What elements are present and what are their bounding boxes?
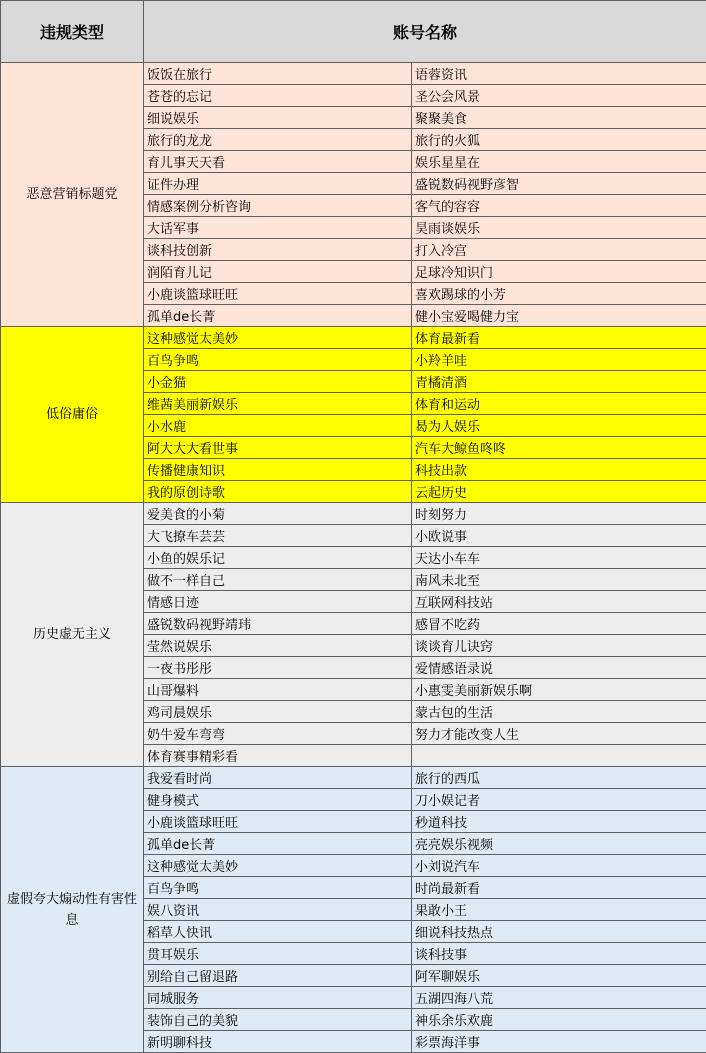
- account-name-cell-left: 同城服务: [144, 987, 412, 1009]
- account-name-cell-right: 小刘说汽车: [412, 855, 706, 877]
- account-name-cell-right: 果敢小王: [412, 899, 706, 921]
- account-name-cell-left: 一夜书彤彤: [144, 657, 412, 679]
- account-name-cell-left: 饭饭在旅行: [144, 63, 412, 85]
- account-name-cell-left: 小鹿谈篮球旺旺: [144, 283, 412, 305]
- account-name-cell-left: 爱美食的小菊: [144, 503, 412, 525]
- table-row: [1, 503, 706, 525]
- account-name-cell-right: 亮亮娱乐视频: [412, 833, 706, 855]
- violation-type-cell: 恶意营销标题党: [1, 63, 144, 327]
- account-name-cell-left: 小金猫: [144, 371, 412, 393]
- account-name-cell-right: 谈科技事: [412, 943, 706, 965]
- account-name-cell-right: 感冒不吃药: [412, 613, 706, 635]
- account-name-cell-right: 旅行的西瓜: [412, 767, 706, 789]
- account-name-cell-right: 小惠雯美丽新娱乐啊: [412, 679, 706, 701]
- account-name-cell-left: 别给自己留退路: [144, 965, 412, 987]
- account-name-cell-right: 科技出款: [412, 459, 706, 481]
- account-name-cell-left: 维茜美丽新娱乐: [144, 393, 412, 415]
- account-name-cell-right: 时刻努力: [412, 503, 706, 525]
- account-name-cell-left: 孤单de长菁: [144, 305, 412, 327]
- account-name-cell-left: 我爱看时尚: [144, 767, 412, 789]
- account-name-cell-right: 昊雨谈娱乐: [412, 217, 706, 239]
- account-name-cell-right: 蒙古包的生活: [412, 701, 706, 723]
- account-name-cell-left: 鸡司晨娱乐: [144, 701, 412, 723]
- table-body: [1, 63, 706, 1053]
- account-name-cell-right: 盛锐数码视野彦智: [412, 173, 706, 195]
- account-name-cell-right: 娱乐星星在: [412, 151, 706, 173]
- account-name-cell-left: 小鱼的娱乐记: [144, 547, 412, 569]
- account-name-cell-right: 细说科技热点: [412, 921, 706, 943]
- account-name-cell-left: 娱八资讯: [144, 899, 412, 921]
- account-name-cell-left: 这种感觉太美妙: [144, 855, 412, 877]
- account-name-cell-right: 客气的容容: [412, 195, 706, 217]
- account-name-cell-left: 传播健康知识: [144, 459, 412, 481]
- header-violation-type: 违规类型: [1, 1, 144, 63]
- account-name-cell-right: 聚聚美食: [412, 107, 706, 129]
- account-name-cell-left: 健身模式: [144, 789, 412, 811]
- account-name-cell-left: 装饰自己的美貌: [144, 1009, 412, 1031]
- account-name-cell-left: 小鹿谈篮球旺旺: [144, 811, 412, 833]
- table-row: [1, 327, 706, 349]
- account-name-cell-left: 育儿事天天看: [144, 151, 412, 173]
- violation-type-cell: 低俗庸俗: [1, 327, 144, 503]
- account-name-cell-left: 细说娱乐: [144, 107, 412, 129]
- account-name-cell-left: 莹然说娱乐: [144, 635, 412, 657]
- account-name-cell-right: 青橘清酒: [412, 371, 706, 393]
- account-name-cell-left: 情感日迹: [144, 591, 412, 613]
- account-name-cell-left: 阿大大大看世事: [144, 437, 412, 459]
- violation-type-cell: 历史虚无主义: [1, 503, 144, 767]
- account-name-cell-right: 体育最新看: [412, 327, 706, 349]
- account-name-cell-left: 苍苍的忘记: [144, 85, 412, 107]
- account-name-cell-left: 这种感觉太美妙: [144, 327, 412, 349]
- account-name-cell-right: 努力才能改变人生: [412, 723, 706, 745]
- account-name-cell-right: 五湖四海八荒: [412, 987, 706, 1009]
- violation-type-cell: 虚假夸大煽动性有害性息: [1, 767, 144, 1053]
- account-name-cell-right: 南风未北至: [412, 569, 706, 591]
- account-name-cell-left: 孤单de长菁: [144, 833, 412, 855]
- account-name-cell-left: 旅行的龙龙: [144, 129, 412, 151]
- account-name-cell-right: 旅行的火狐: [412, 129, 706, 151]
- account-name-cell-left: 奶牛爱车弯弯: [144, 723, 412, 745]
- account-name-cell-left: 百鸟争鸣: [144, 349, 412, 371]
- account-name-cell-right: 圣公会风景: [412, 85, 706, 107]
- account-name-cell-right: 彩票海洋事: [412, 1031, 706, 1053]
- account-name-cell-right: 天达小车车: [412, 547, 706, 569]
- account-name-cell-left: 谈科技创新: [144, 239, 412, 261]
- table-row: [1, 63, 706, 85]
- account-name-cell-left: 百鸟争鸣: [144, 877, 412, 899]
- header-account-name: 账号名称: [144, 1, 706, 63]
- account-name-cell-right: 谈谈育儿诀窍: [412, 635, 706, 657]
- account-name-cell-left: 证件办理: [144, 173, 412, 195]
- account-name-cell-right: 体育和运动: [412, 393, 706, 415]
- account-name-cell-left: 稻草人快讯: [144, 921, 412, 943]
- account-name-cell-right: 互联网科技站: [412, 591, 706, 613]
- account-name-cell-left: 小水鹿: [144, 415, 412, 437]
- table-row: [1, 767, 706, 789]
- account-name-cell-right: 健小宝爱喝健力宝: [412, 305, 706, 327]
- account-name-cell-right: 秒道科技: [412, 811, 706, 833]
- account-name-cell-right: 刀小娱记者: [412, 789, 706, 811]
- account-name-cell-right: 喜欢踢球的小芳: [412, 283, 706, 305]
- account-name-cell-left: 大飞撩车芸芸: [144, 525, 412, 547]
- account-name-cell-left: 盛锐数码视野靖玮: [144, 613, 412, 635]
- account-name-cell-right: 时尚最新看: [412, 877, 706, 899]
- account-name-cell-left: 体育赛事精彩看: [144, 745, 412, 767]
- account-name-cell-right: [412, 745, 706, 767]
- account-name-cell-right: 语蓉资讯: [412, 63, 706, 85]
- account-name-cell-left: 做不一样自己: [144, 569, 412, 591]
- account-name-cell-left: 润陌育儿记: [144, 261, 412, 283]
- account-name-cell-right: 云起历史: [412, 481, 706, 503]
- account-name-cell-right: 小羚羊哇: [412, 349, 706, 371]
- account-name-cell-left: 我的原创诗歌: [144, 481, 412, 503]
- account-name-cell-left: 新明聊科技: [144, 1031, 412, 1053]
- account-name-cell-left: 大话军事: [144, 217, 412, 239]
- table-header: [1, 1, 706, 63]
- account-name-cell-right: 小欧说事: [412, 525, 706, 547]
- account-name-cell-right: 爱情感语录说: [412, 657, 706, 679]
- account-name-cell-right: 汽车大鲸鱼咚咚: [412, 437, 706, 459]
- account-name-cell-left: 贯耳娱乐: [144, 943, 412, 965]
- account-name-cell-left: 山哥爆料: [144, 679, 412, 701]
- account-name-cell-right: 阿军聊娱乐: [412, 965, 706, 987]
- account-name-cell-right: 打入冷宫: [412, 239, 706, 261]
- header-row: [1, 1, 706, 63]
- account-name-cell-left: 情感案例分析咨询: [144, 195, 412, 217]
- account-name-cell-right: 曷为人娱乐: [412, 415, 706, 437]
- account-name-cell-right: 神乐余乐欢鹿: [412, 1009, 706, 1031]
- account-name-cell-right: 足球冷知识门: [412, 261, 706, 283]
